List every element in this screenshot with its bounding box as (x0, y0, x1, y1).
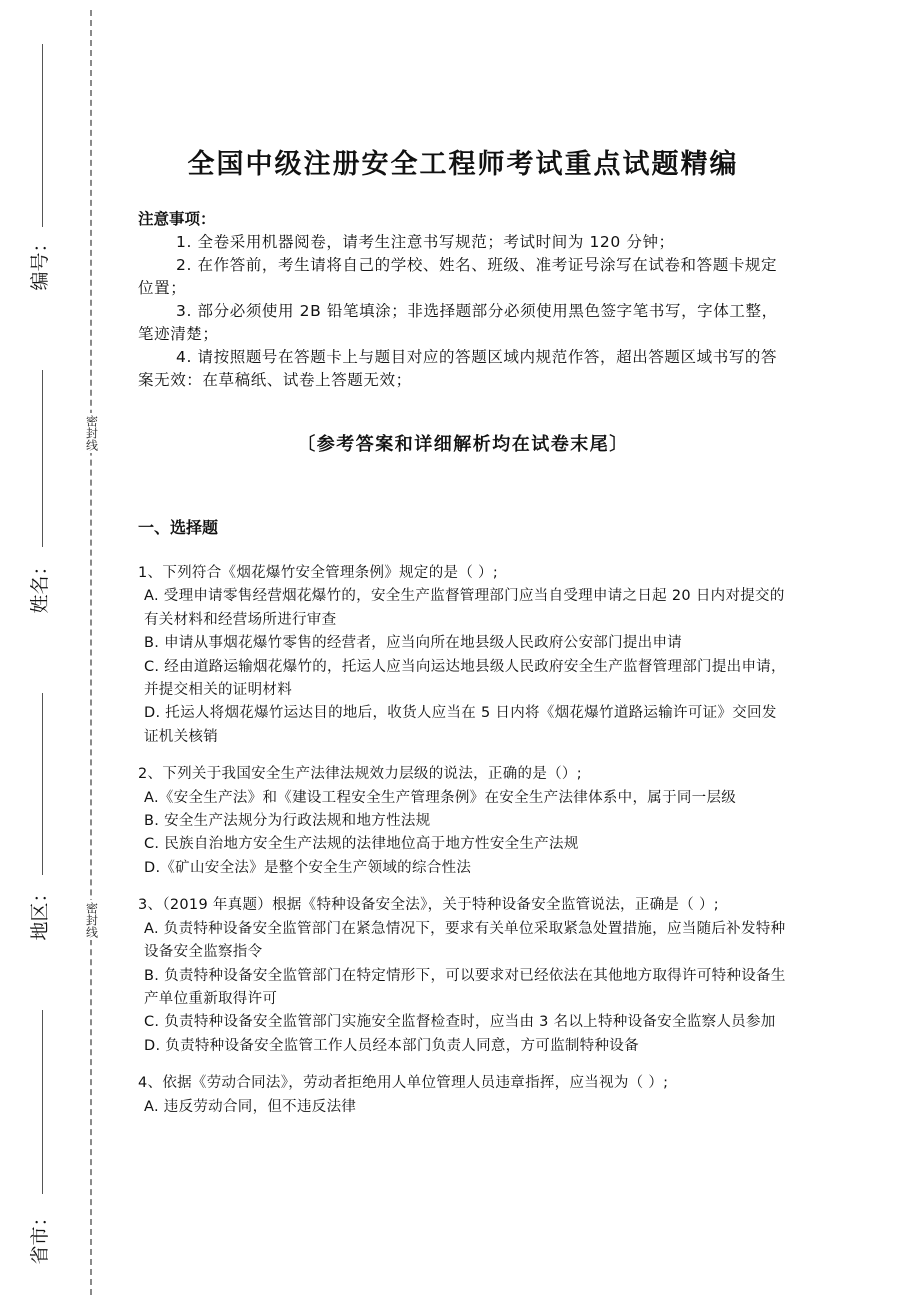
option-c[interactable]: C. 经由道路运输烟花爆竹的，托运人应当向运达地县级人民政府安全生产监督管理部门提出申请，并提交相关的证明材料 (144, 658, 786, 699)
region-field-line[interactable] (42, 693, 43, 875)
answer-location-note: 〔参考答案和详细解析均在试卷末尾〕 (297, 434, 629, 455)
region-label: 地区： (28, 883, 51, 941)
option-b[interactable]: B. 申请从事烟花爆竹零售的经营者，应当向所在地县级人民政府公安部门提出申请 (144, 635, 683, 652)
seal-dashed-line (90, 10, 92, 1295)
question-list (138, 562, 788, 1133)
question-item (138, 894, 788, 1058)
seal-label: 密封线 (82, 900, 100, 940)
seal-label: 密封线 (82, 413, 100, 453)
option-c[interactable]: C. 民族自治地方安全生产法规的法律地位高于地方性安全生产法规 (144, 836, 579, 853)
notice-item: 4. 请按照题号在答题卡上与题目对应的答题区域内规范作答，超出答题区域书写的答案无效：在草稿纸、试卷上答题无效； (138, 348, 778, 389)
province-city-label: 省市： (28, 1207, 51, 1265)
option-c[interactable]: C. 负责特种设备安全监管部门实施安全监督检查时，应当由 3 名以上特种设备安全监察人员参加 (144, 1014, 776, 1031)
question-item (138, 763, 788, 880)
question-item (138, 1072, 788, 1119)
binding-margin (0, 0, 100, 1302)
id-number-field-line[interactable] (42, 44, 43, 227)
id-number-label: 编号： (28, 233, 51, 291)
option-a[interactable]: A.《安全生产法》和《建设工程安全生产管理条例》在安全生产法律体系中，属于同一层级 (144, 789, 737, 806)
province-city-field-line[interactable] (42, 1010, 43, 1194)
question-stem: 3、（2019 年真题）根据《特种设备安全法》，关于特种设备安全监管说法，正确是（ ）; (138, 897, 719, 914)
notice-item: 3. 部分必须使用 2B 铅笔填涂；非选择题部分必须使用黑色签字笔书写，字体工整，笔迹清楚； (138, 302, 778, 343)
option-a[interactable]: A. 受理申请零售经营烟花爆竹的，安全生产监督管理部门应当自受理申请之日起 20 日内对提交的有关材料和经营场所进行审查 (144, 588, 785, 628)
option-a[interactable]: A. 负责特种设备安全监管部门在紧急情况下，要求有关单位采取紧急处置措施，应当随后补发特种设备安全监察指令 (144, 920, 786, 961)
notice-block (138, 208, 788, 392)
question-stem: 4、依据《劳动合同法》，劳动者拒绝用人单位管理人员违章指挥，应当视为（ ）; (138, 1075, 669, 1092)
notice-item: 1. 全卷采用机器阅卷，请考生注意书写规范；考试时间为 120 分钟； (176, 233, 675, 251)
section-title: 一、选择题 (138, 518, 219, 537)
name-label: 姓名： (28, 556, 51, 614)
option-d[interactable]: D.《矿山安全法》是整个安全生产领域的综合性法 (144, 859, 472, 876)
question-item (138, 562, 788, 749)
option-d[interactable]: D. 托运人将烟花爆竹运达目的地后，收货人应当在 5 日内将《烟花爆竹道路运输许可证》交回发证机关核销 (144, 705, 777, 745)
option-b[interactable]: B. 安全生产法规分为行政法规和地方性法规 (144, 813, 431, 830)
page-title: 全国中级注册安全工程师考试重点试题精编 (187, 149, 739, 180)
question-stem: 1、下列符合《烟花爆竹安全管理条例》规定的是（ ）; (138, 565, 499, 581)
question-stem: 2、下列关于我国安全生产法律法规效力层级的说法，正确的是（）; (138, 766, 582, 783)
notice-item: 2. 在作答前，考生请将自己的学校、姓名、班级、准考证号涂写在试卷和答题卡规定位置； (138, 256, 778, 297)
option-d[interactable]: D. 负责特种设备安全监管工作人员经本部门负责人同意，方可监制特种设备 (144, 1037, 639, 1054)
option-b[interactable]: B. 负责特种设备安全监管部门在特定情形下，可以要求对已经依法在其他地方取得许可特种设备生产单位重新取得许可 (144, 967, 786, 1007)
option-a[interactable]: A. 违反劳动合同，但不违反法律 (144, 1098, 357, 1115)
notice-heading: 注意事项： (138, 210, 216, 228)
name-field-line[interactable] (42, 370, 43, 547)
